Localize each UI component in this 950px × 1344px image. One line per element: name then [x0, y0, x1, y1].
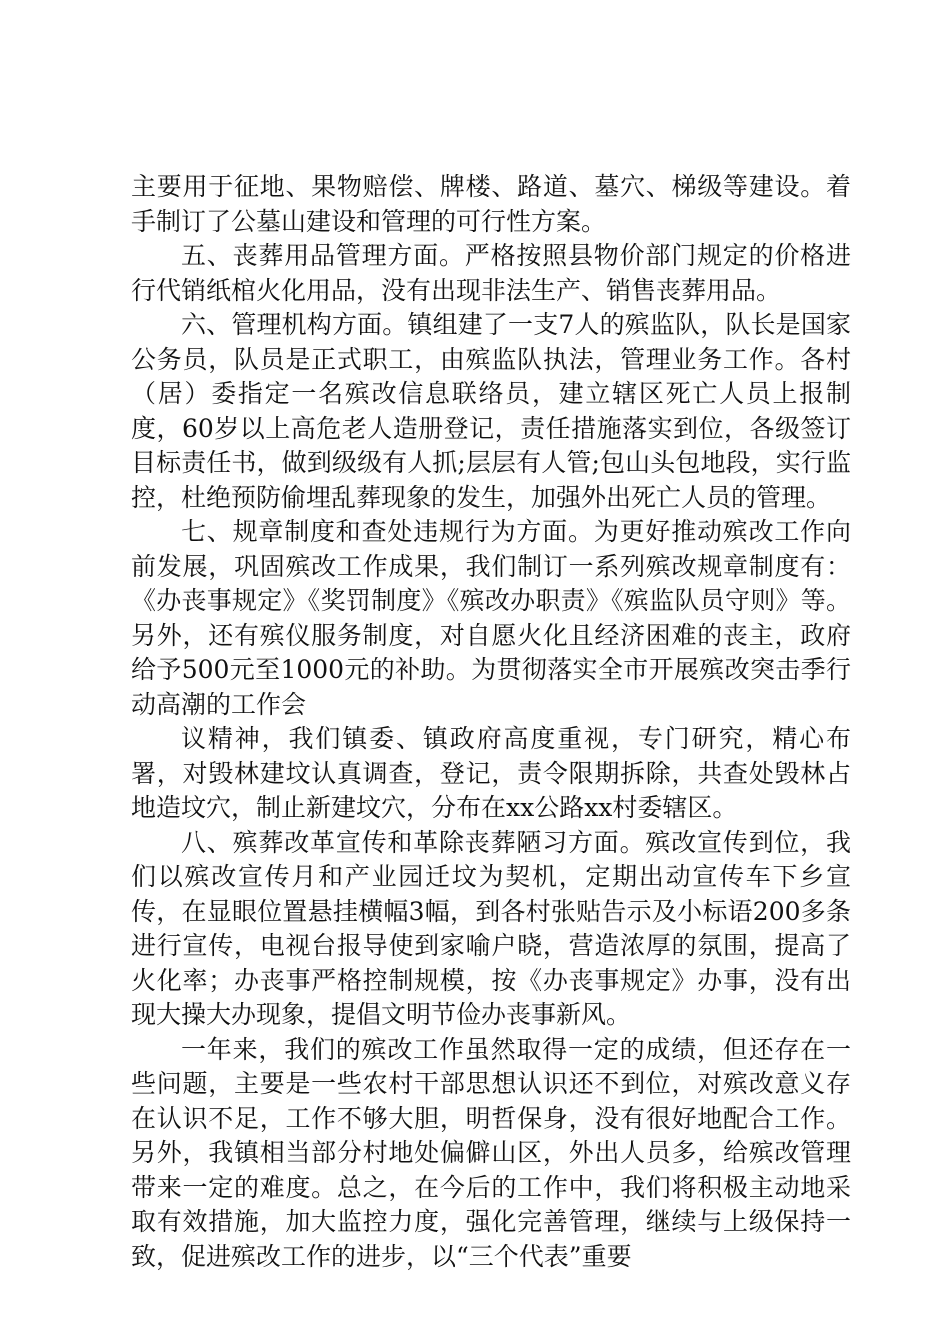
paragraph-1: 主要用于征地、果物赔偿、牌楼、路道、墓穴、梯级等建设。着手制订了公墓山建设和管理的可行性方案。	[131, 172, 851, 236]
paragraph-5: 议精神，我们镇委、镇政府高度重视，专门研究，精心布署，对毁林建坟认真调查，登记，责令限期拆除，共查处毁林占地造坟穴，制止新建坟穴，分布在xx公路xx村委辖区。	[131, 724, 851, 822]
paragraph-4: 七、规章制度和查处违规行为方面。为更好推动殡改工作向前发展，巩固殡改工作成果，我们制订一系列殡改规章制度有：《办丧事规定》《奖罚制度》《殡改办职责》《殡监队员守则》等。另外，还有殡仪服务制度，对自愿火化且经济困难的丧主，政府给予500元至1000元的补助。为贯彻落实全市开展殡改突击季行动高潮的工作会	[131, 517, 851, 719]
paragraph-3: 六、管理机构方面。镇组建了一支7人的殡监队，队长是国家公务员，队员是正式职工，由殡监队执法，管理业务工作。各村（居）委指定一名殡改信息联络员，建立辖区死亡人员上报制度，60岁以上高危老人造册登记，责任措施落实到位，各级签订目标责任书，做到级级有人抓;层层有人管;包山头包地段，实行监控，杜绝预防偷埋乱葬现象的发生，加强外出死亡人员的管理。	[131, 310, 851, 512]
document-page	[131, 170, 851, 1274]
paragraph-7: 一年来，我们的殡改工作虽然取得一定的成绩，但还存在一些问题，主要是一些农村干部思想认识还不到位，对殡改意义存在认识不足，工作不够大胆，明哲保身，没有很好地配合工作。另外，我镇相当部分村地处偏僻山区，外出人员多，给殡改管理带来一定的难度。总之，在今后的工作中，我们将积极主动地采取有效措施，加大监控力度，强化完善管理，继续与上级保持一致，促进殡改工作的进步，以“三个代表”重要	[131, 1034, 851, 1271]
paragraph-2: 五、丧葬用品管理方面。严格按照县物价部门规定的价格进行代销纸棺火化用品，没有出现非法生产、销售丧葬用品。	[131, 241, 851, 305]
paragraph-6: 八、殡葬改革宣传和革除丧葬陋习方面。殡改宣传到位，我们以殡改宣传月和产业园迁坟为契机，定期出动宣传车下乡宣传，在显眼位置悬挂横幅3幅，到各村张贴告示及小标语200多条进行宣传，电视台报导使到家喻户晓，营造浓厚的氛围，提高了火化率；办丧事严格控制规模，按《办丧事规定》办事，没有出现大操大办现象，提倡文明节俭办丧事新风。	[131, 827, 851, 1029]
